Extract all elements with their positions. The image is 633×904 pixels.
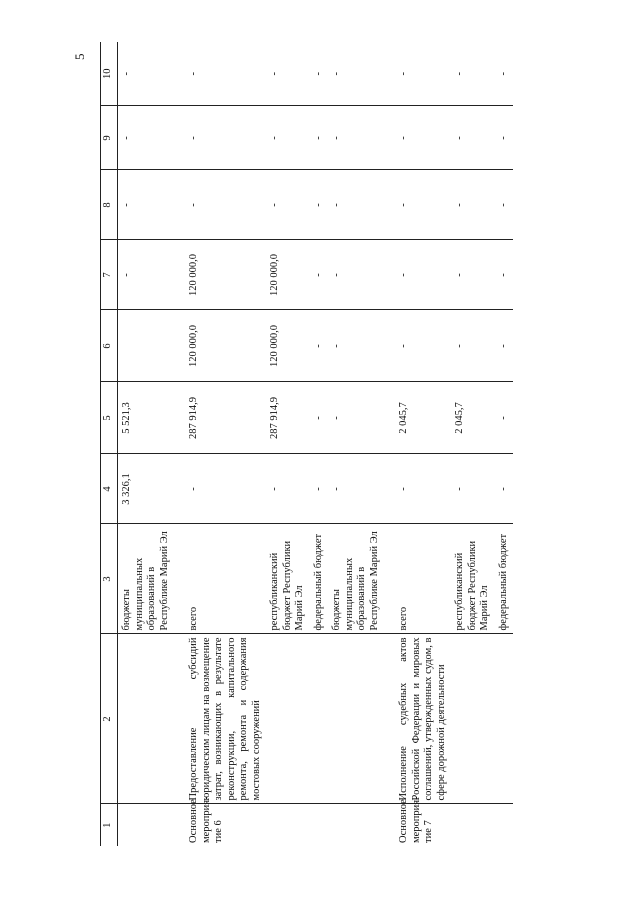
cell-activity <box>451 804 495 846</box>
table-row <box>266 42 310 846</box>
cell-source: федеральный бюджет <box>310 524 329 634</box>
col-header-3: 3 <box>101 524 118 634</box>
col-header-8: 8 <box>101 170 118 240</box>
cell-value-7: - <box>118 240 175 310</box>
cell-value-4: - <box>495 454 514 524</box>
cell-value-9: - <box>384 106 451 170</box>
cell-description <box>310 634 329 804</box>
cell-description <box>266 634 310 804</box>
cell-value-4: - <box>266 454 310 524</box>
cell-source: всего <box>174 524 266 634</box>
table-row <box>174 42 266 846</box>
cell-value-6: - <box>384 310 451 382</box>
cell-value-6: 120 000,0 <box>266 310 310 382</box>
col-header-9: 9 <box>101 106 118 170</box>
cell-value-4: - <box>384 454 451 524</box>
cell-value-5: 5 521,3 <box>118 382 175 454</box>
col-header-10: 10 <box>101 42 118 106</box>
cell-description: Исполнение судебных актов Российской Федерации и мировых соглашений, утвержденных судом, в сфере дорожной деятельности <box>384 634 451 804</box>
cell-value-9: - <box>118 106 175 170</box>
cell-source: бюджеты муниципальных образований в Республике Марий Эл <box>118 524 175 634</box>
cell-description <box>451 634 495 804</box>
cell-value-8: - <box>384 170 451 240</box>
budget-table <box>100 42 513 846</box>
cell-activity <box>328 804 384 846</box>
cell-value-9: - <box>451 106 495 170</box>
cell-description <box>118 634 175 804</box>
cell-value-7: - <box>495 240 514 310</box>
cell-value-8: - <box>266 170 310 240</box>
cell-value-8: - <box>174 170 266 240</box>
cell-value-4: - <box>174 454 266 524</box>
cell-value-10: - <box>451 42 495 106</box>
cell-value-10: - <box>384 42 451 106</box>
cell-value-7: - <box>328 240 384 310</box>
col-header-6: 6 <box>101 310 118 382</box>
cell-value-8: - <box>328 170 384 240</box>
table-row <box>495 42 514 846</box>
cell-value-5: - <box>495 382 514 454</box>
table-row <box>384 42 451 846</box>
cell-value-4: 3 326,1 <box>118 454 175 524</box>
cell-activity <box>266 804 310 846</box>
table-row <box>328 42 384 846</box>
col-header-4: 4 <box>101 454 118 524</box>
table-row <box>118 42 175 846</box>
col-header-7: 7 <box>101 240 118 310</box>
cell-source: республиканский бюджет Республики Марий Эл <box>266 524 310 634</box>
cell-value-8: - <box>118 170 175 240</box>
cell-value-10: - <box>328 42 384 106</box>
cell-source: бюджеты муниципальных образований в Республике Марий Эл <box>328 524 384 634</box>
cell-value-10: - <box>174 42 266 106</box>
cell-value-5: 2 045,7 <box>451 382 495 454</box>
cell-value-9: - <box>310 106 329 170</box>
cell-value-5: - <box>310 382 329 454</box>
cell-value-10: - <box>118 42 175 106</box>
col-header-1: 1 <box>101 804 118 846</box>
cell-value-9: - <box>266 106 310 170</box>
cell-value-6: - <box>451 310 495 382</box>
cell-value-7: 120 000,0 <box>174 240 266 310</box>
cell-source: всего <box>384 524 451 634</box>
table-row <box>310 42 329 846</box>
cell-value-8: - <box>451 170 495 240</box>
col-header-5: 5 <box>101 382 118 454</box>
cell-description <box>495 634 514 804</box>
cell-value-6: - <box>310 310 329 382</box>
cell-value-10: - <box>266 42 310 106</box>
cell-value-8: - <box>310 170 329 240</box>
cell-value-7: - <box>384 240 451 310</box>
cell-value-10: - <box>310 42 329 106</box>
cell-activity: Основное мероприя-тие 7 <box>398 796 434 843</box>
cell-value-9: - <box>328 106 384 170</box>
cell-value-5: 287 914,9 <box>174 382 266 454</box>
cell-value-5: 2 045,7 <box>384 382 451 454</box>
cell-value-6: 120 000,0 <box>174 310 266 382</box>
cell-value-10: - <box>495 42 514 106</box>
cell-activity <box>310 804 329 846</box>
cell-source: федеральный бюджет <box>495 524 514 634</box>
cell-value-7: 120 000,0 <box>266 240 310 310</box>
cell-value-9: - <box>174 106 266 170</box>
cell-value-9: - <box>495 106 514 170</box>
col-header-2: 2 <box>101 634 118 804</box>
table-row <box>451 42 495 846</box>
cell-value-4: - <box>310 454 329 524</box>
page-number: 5 <box>72 53 87 60</box>
cell-value-5: 287 914,9 <box>266 382 310 454</box>
cell-value-7: - <box>451 240 495 310</box>
cell-description <box>328 634 384 804</box>
cell-value-8: - <box>495 170 514 240</box>
cell-value-7: - <box>310 240 329 310</box>
cell-activity: Основное мероприя-тие 6 <box>188 796 224 843</box>
cell-value-6 <box>118 310 175 382</box>
cell-value-4: - <box>451 454 495 524</box>
cell-value-4: - <box>328 454 384 524</box>
cell-value-6: - <box>328 310 384 382</box>
header-row <box>101 42 118 846</box>
cell-source: республиканский бюджет Республики Марий Эл <box>451 524 495 634</box>
cell-value-5: - <box>328 382 384 454</box>
cell-description: Предоставление субсидий юридическим лицам на возмещение затрат, возникающих в результате реконструкции, капитального ремонта, ремонта и содержания мостовых сооружений <box>174 634 266 804</box>
cell-activity <box>118 804 175 846</box>
cell-value-6: - <box>495 310 514 382</box>
cell-activity <box>495 804 514 846</box>
